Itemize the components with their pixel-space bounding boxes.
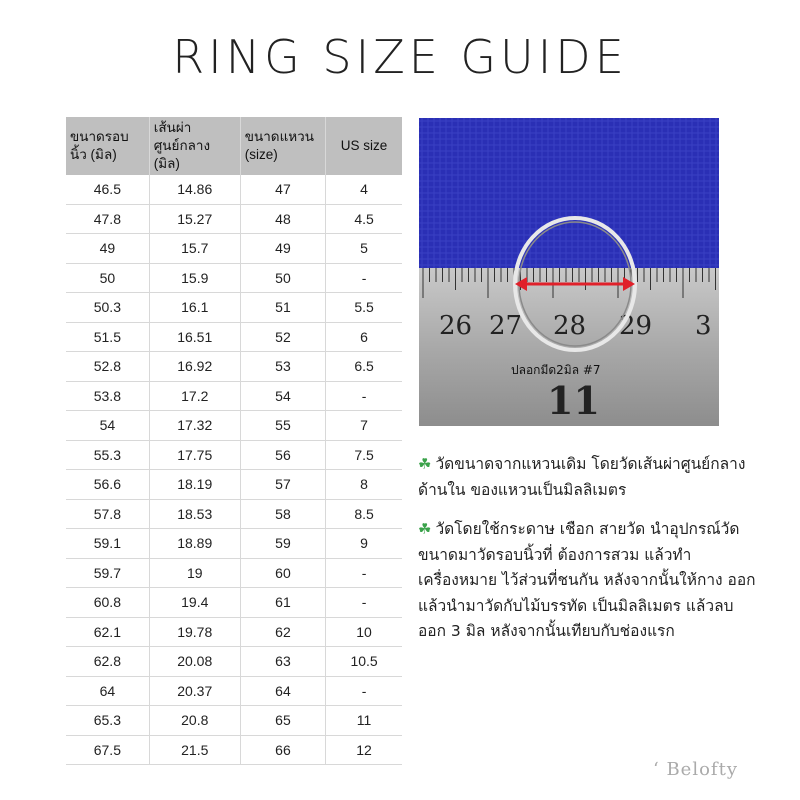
cell-diameter: 17.75 [149, 440, 240, 470]
table-row [66, 470, 402, 500]
cell-ring-size: 62 [240, 617, 325, 647]
cell-diameter: 20.08 [149, 647, 240, 677]
cell-us-size: - [326, 263, 402, 293]
cell-diameter: 18.53 [149, 499, 240, 529]
cell-diameter: 19 [149, 558, 240, 588]
cell-ring-size: 61 [240, 588, 325, 618]
instruction-1: ☘ วัดขนาดจากแหวนเดิม โดยวัดเส้นผ่าศูนย์กลางด้านใน ของแหวนเป็นมิลลิเมตร [418, 455, 746, 499]
cell-diameter: 20.8 [149, 706, 240, 736]
table-row [66, 234, 402, 264]
cell-ring-size: 56 [240, 440, 325, 470]
cell-ring-size: 50 [240, 263, 325, 293]
table-row [66, 352, 402, 382]
clover-icon: ☘ [418, 455, 432, 473]
table-body [66, 175, 402, 765]
brand-watermark: ‘ Belofty [653, 759, 738, 780]
cell-circumference: 62.1 [66, 617, 149, 647]
measuring-instructions [418, 452, 758, 659]
cell-diameter: 20.37 [149, 676, 240, 706]
ruler-number: 28 [553, 311, 587, 341]
cell-diameter: 16.1 [149, 293, 240, 323]
cell-circumference: 52.8 [66, 352, 149, 382]
cell-circumference: 54 [66, 411, 149, 441]
ruler-number: 26 [439, 311, 473, 341]
cell-ring-size: 66 [240, 735, 325, 765]
cell-ring-size: 53 [240, 352, 325, 382]
cell-ring-size: 63 [240, 647, 325, 677]
table-row [66, 175, 402, 204]
cell-us-size: 8 [326, 470, 402, 500]
cell-circumference: 49 [66, 234, 149, 264]
table-row [66, 263, 402, 293]
cell-diameter: 15.27 [149, 204, 240, 234]
cell-circumference: 67.5 [66, 735, 149, 765]
cell-us-size: 6 [326, 322, 402, 352]
cell-diameter: 16.51 [149, 322, 240, 352]
table-row [66, 381, 402, 411]
cell-us-size: - [326, 381, 402, 411]
instruction-2: ☘ วัดโดยใช้กระดาษ เชือก สายวัด นำอุปกรณ์วัดขนาดมาวัดรอบนิ้วที่ ต้องการสวม แล้วทำเครื่องหมาย ไว้ส่วนที่ชนกัน หลังจากนั้นให้กาง ออกแล้วนำมาวัดกับไม้บรรทัด เป็นมิลลิเมตร แล้วลบออก 3 มิล หลังจากนั้นเทียบกับช่องแรก [418, 520, 756, 640]
cell-ring-size: 65 [240, 706, 325, 736]
cell-diameter: 17.2 [149, 381, 240, 411]
cell-us-size: - [326, 588, 402, 618]
cell-us-size: 11 [326, 706, 402, 736]
ruler-number: 29 [619, 311, 653, 341]
table-row [66, 588, 402, 618]
ring-on-ruler-illustration [419, 118, 719, 426]
cell-us-size: 10 [326, 617, 402, 647]
table-row [66, 499, 402, 529]
cell-circumference: 47.8 [66, 204, 149, 234]
cell-circumference: 50 [66, 263, 149, 293]
cell-diameter: 15.7 [149, 234, 240, 264]
cell-circumference: 59.1 [66, 529, 149, 559]
cell-us-size: 4 [326, 175, 402, 204]
cell-us-size: 7.5 [326, 440, 402, 470]
table-row [66, 647, 402, 677]
table-row [66, 529, 402, 559]
cell-ring-size: 47 [240, 175, 325, 204]
cell-circumference: 57.8 [66, 499, 149, 529]
table-row [66, 440, 402, 470]
table-row [66, 706, 402, 736]
table-row [66, 735, 402, 765]
cell-diameter: 15.9 [149, 263, 240, 293]
cell-diameter: 21.5 [149, 735, 240, 765]
header-circumference: ขนาดรอบนิ้ว (มิล) [66, 117, 149, 175]
cell-circumference: 46.5 [66, 175, 149, 204]
table-row [66, 293, 402, 323]
table-row [66, 322, 402, 352]
cell-us-size: - [326, 558, 402, 588]
table-row [66, 617, 402, 647]
cell-ring-size: 55 [240, 411, 325, 441]
cell-us-size: 7 [326, 411, 402, 441]
cell-ring-size: 57 [240, 470, 325, 500]
cell-ring-size: 59 [240, 529, 325, 559]
cell-circumference: 50.3 [66, 293, 149, 323]
cell-circumference: 53.8 [66, 381, 149, 411]
cell-circumference: 62.8 [66, 647, 149, 677]
cell-circumference: 55.3 [66, 440, 149, 470]
cell-circumference: 65.3 [66, 706, 149, 736]
cell-ring-size: 54 [240, 381, 325, 411]
cell-us-size: 12 [326, 735, 402, 765]
page-title: RING SIZE GUIDE [172, 30, 628, 84]
table-row [66, 676, 402, 706]
blue-cloth [419, 118, 719, 278]
table-header-row [66, 117, 402, 175]
cell-us-size: 9 [326, 529, 402, 559]
ruler-big-number: 11 [547, 378, 600, 423]
cell-us-size: 4.5 [326, 204, 402, 234]
clover-icon: ☘ [418, 520, 432, 538]
photo-caption: ปลอกมีด2มิล #7 [511, 363, 601, 377]
cell-circumference: 56.6 [66, 470, 149, 500]
cell-circumference: 60.8 [66, 588, 149, 618]
cell-circumference: 64 [66, 676, 149, 706]
cell-ring-size: 52 [240, 322, 325, 352]
cell-us-size: 10.5 [326, 647, 402, 677]
cell-us-size: 8.5 [326, 499, 402, 529]
cell-diameter: 19.4 [149, 588, 240, 618]
cell-ring-size: 51 [240, 293, 325, 323]
cell-circumference: 59.7 [66, 558, 149, 588]
cell-us-size: - [326, 676, 402, 706]
header-diameter: เส้นผ่าศูนย์กลาง (มิล) [149, 117, 240, 175]
cell-diameter: 18.19 [149, 470, 240, 500]
cell-ring-size: 64 [240, 676, 325, 706]
cell-us-size: 5.5 [326, 293, 402, 323]
cell-diameter: 14.86 [149, 175, 240, 204]
cell-us-size: 6.5 [326, 352, 402, 382]
cell-ring-size: 49 [240, 234, 325, 264]
cell-circumference: 51.5 [66, 322, 149, 352]
ruler-number: 27 [489, 311, 523, 341]
ruler-number: 3 [695, 311, 712, 341]
cell-ring-size: 60 [240, 558, 325, 588]
ring-size-table [66, 117, 402, 765]
table-row [66, 204, 402, 234]
cell-diameter: 19.78 [149, 617, 240, 647]
cell-diameter: 16.92 [149, 352, 240, 382]
header-us-size: US size [326, 117, 402, 175]
cell-ring-size: 58 [240, 499, 325, 529]
cell-us-size: 5 [326, 234, 402, 264]
table-row [66, 411, 402, 441]
table-row [66, 558, 402, 588]
cell-ring-size: 48 [240, 204, 325, 234]
header-ring-size: ขนาดแหวน (size) [240, 117, 325, 175]
ring-measurement-photo [419, 118, 719, 426]
cell-diameter: 17.32 [149, 411, 240, 441]
cell-diameter: 18.89 [149, 529, 240, 559]
